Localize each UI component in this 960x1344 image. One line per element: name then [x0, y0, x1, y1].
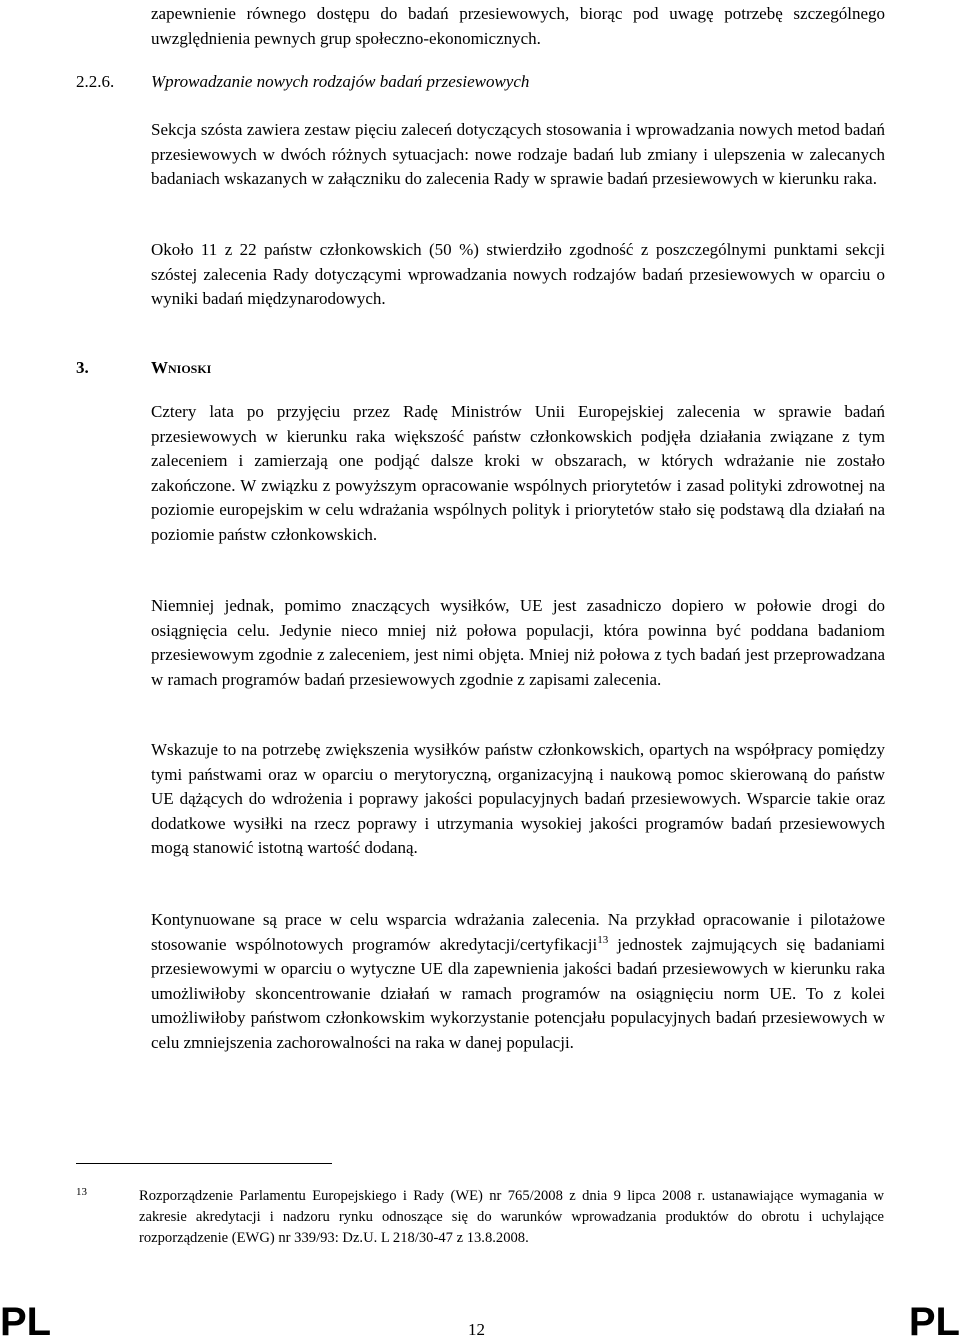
paragraph: Cztery lata po przyjęciu przez Radę Ministrów Unii Europejskiej zalecenia w sprawie badań przesiewowych w kierunku raka większość państw członkowskich podjęła działania związane z tym zaleceniem i zamierzają one podjąć dalsze kroki w obszarach, w których wdrażanie nie zostało zakończone. W związku z powyższym opracowanie wspólnych priorytetów i zasad polityki zdrowotnej na poziomie europejskim w celu wdrażania wspólnych polityk i priorytetów stało się podstawą dla działań na poziomie państw członkowskich. — [151, 402, 885, 544]
language-code-right: PL — [908, 1300, 960, 1344]
page-number: 12 — [468, 1320, 485, 1339]
chapter-title: Wnioski — [151, 358, 212, 377]
intro-paragraph: zapewnienie równego dostępu do badań przesiewowych, biorąc pod uwagę potrzebę szczególnego uwzględnienia pewnych grup społeczno-ekonomicznych. — [151, 4, 885, 48]
language-code-left: PL — [0, 1300, 52, 1344]
paragraph: Sekcja szósta zawiera zestaw pięciu zaleceń dotyczących stosowania i wprowadzania nowych metod badań przesiewowych w dwóch różnych sytuacjach: nowe rodzaje badań lub zmiany i ulepszenia w zalecanych badaniach wskazanych w załączniku do zalecenia Rady w sprawie badań przesiewowych w kierunku raka. — [151, 120, 885, 189]
section-number: 2.2.6. — [76, 72, 115, 91]
paragraph: Wskazuje to na potrzebę zwiększenia wysiłków państw członkowskich, opartych na współpracy pomiędzy tymi państwami oraz w oparciu o merytoryczną, organizacyjną i naukową pomoc skierowaną do państw UE dążących do wdrożenia i poprawy jakości populacyjnych badań przesiewowych. Wsparcie takie oraz dodatkowe wysiłki na rzecz poprawy i utrzymania wysokiej jakości programów badań przesiewowych mogą stanowić istotną wartość dodaną. — [151, 740, 885, 858]
section-title: Wprowadzanie nowych rodzajów badań przesiewowych — [151, 72, 530, 91]
paragraph — [151, 908, 885, 1056]
chapter-number: 3. — [76, 358, 89, 377]
footnote-separator — [76, 1163, 332, 1164]
footnote-number: 13 — [76, 1186, 87, 1198]
footnote-reference[interactable]: 13 — [597, 933, 609, 946]
footnote-text: Rozporządzenie Parlamentu Europejskiego i Rady (WE) nr 765/2008 z dnia 9 lipca 2008 r. ustanawiające wymagania w zakresie akredytacji i nadzoru rynku odnoszące się do warunków wprowadzania produktów do obrotu i uchylające rozporządzenie (EWG) nr 339/93: Dz.U. L 218/30-47 z 13.8.2008. — [139, 1188, 884, 1246]
paragraph: Około 11 z 22 państw członkowskich (50 %) stwierdziło zgodność z poszczególnymi punktami sekcji szóstej zalecenia Rady dotyczącymi wprowadzania nowych rodzajów badań przesiewowych w oparciu o wyniki badań międzynarodowych. — [151, 240, 885, 309]
paragraph-part: Kontynuowane są prace w celu wsparcia wdrażania zalecenia. Na przykład opracowanie i pilotażowe stosowanie wspólnotowych programów akredytacji/certyfikacji — [151, 910, 885, 954]
paragraph: Niemniej jednak, pomimo znaczących wysiłków, UE jest zasadniczo dopiero w połowie drogi do osiągnięcia celu. Jedynie nieco mniej niż połowa populacji, która powinna być poddana badaniom przesiewowym zgodnie z zaleceniem, jest nimi objęta. Mniej niż połowa z tych badań jest przeprowadzana w ramach programów badań przesiewowych zgodnie z zapisami zalecenia. — [151, 596, 885, 689]
paragraph-part: jednostek zajmujących się badaniami przesiewowymi w oparciu o wytyczne UE dla zapewnienia jakości badań przesiewowych w kierunku raka umożliwiłoby skoncentrowanie działań w ramach programów na osiągnięciu norm UE. To z kolei umożliwiłoby państwom członkowskim wykorzystanie potencjału populacyjnych badań przesiewowych w celu zmniejszenia zachorowalności na raka w danej populacji. — [151, 934, 885, 1052]
